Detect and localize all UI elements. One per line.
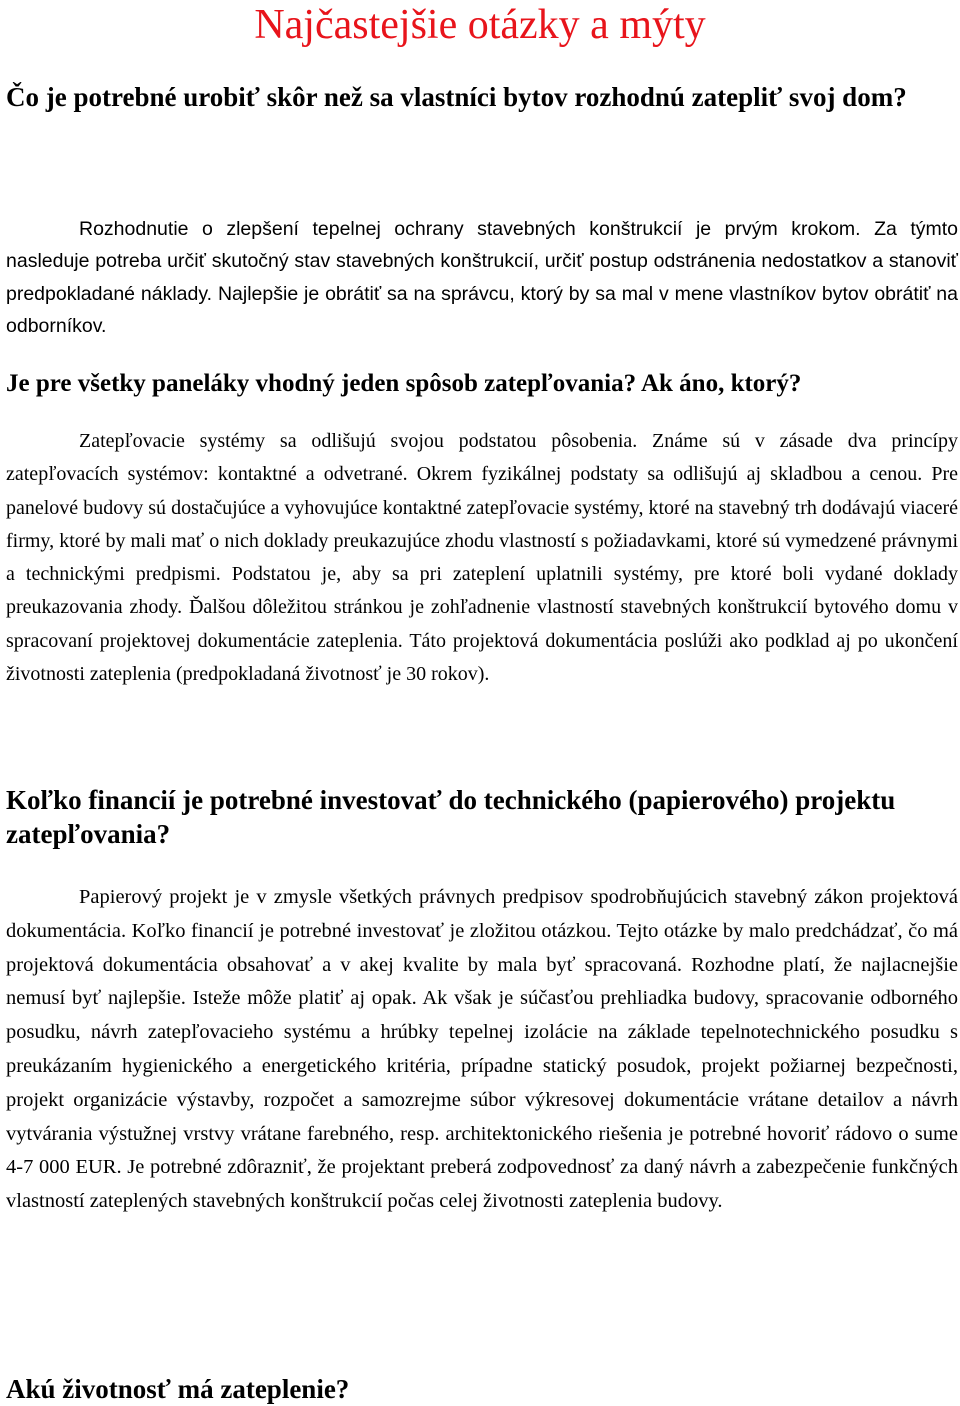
question-heading-3: Koľko financií je potrebné investovať do technického (papierového) projektu zatepľovania? (6, 785, 896, 849)
question-heading-2: Je pre všetky paneláky vhodný jeden spôsob zatepľovania? Ak áno, ktorý? (6, 370, 802, 397)
answer-paragraph-1: Rozhodnutie o zlepšení tepelnej ochrany stavebných konštrukcií je prvým krokom. Za týmto nasleduje potreba určiť skutočný stav stavebných konštrukcií, určiť postup odstránenia nedostatkov a stanoviť predpokladané náklady. Najlepšie je obrátiť sa na správcu, ktorý by sa mal v mene vlastníkov bytov obrátiť na odborníkov. (6, 218, 958, 337)
question-heading-4: Akú životnosť má zateplenie? (6, 1374, 350, 1404)
answer-paragraph-3: Papierový projekt je v zmysle všetkých právnych predpisov spodrobňujúcich stavebný zákon projektová dokumentácia. Koľko financií je potrebné investovať je zložitou otázkou. Tejto otázke by malo predchádzať, čo má projektová dokumentácia obsahovať a v akej kvalite by mala byť spracovaná. Rozhodne platí, že najlacnejšie nemusí byť najlepšie. Isteže môže platiť aj opak. Ak však je súčasťou prehliadka budovy, spracovanie odborného posudku, návrh zatepľovacieho systému a hrúbky tepelnej izolácie na základe tepelnotechnického posudku s preukázaním hygienického a energetického kritéria, prípadne statický posudok, projekt požiarnej bezpečnosti, projekt organizácie výstavby, rozpočet a samozrejme súbor výkresovej dokumentácie vrátane detailov a návrh vytvárania výstužnej vrstvy vrátane farebného, resp. architektonického riešenia je potrebné hovoriť rádovo o sume 4-7 000 EUR. Je potrebné zdôrazniť, že projektant preberá zodpovednosť za daný návrh a zabezpečenie funkčných vlastností zateplených stavebných konštrukcií počas celej životnosti zateplenia budovy. (6, 886, 958, 1213)
question-heading-1: Čo je potrebné urobiť skôr než sa vlastníci bytov rozhodnú zatepliť svoj dom? (6, 82, 907, 112)
page-title: Najčastejšie otázky a mýty (254, 2, 706, 48)
answer-paragraph-2: Zatepľovacie systémy sa odlišujú svojou podstatou pôsobenia. Známe sú v zásade dva princípy zatepľovacích systémov: kontaktné a odvetrané. Okrem fyzikálnej podstaty sa odlišujú aj skladbou a cenou. Pre panelové budovy sú dostačujúce a vyhovujúce kontaktné zatepľovacie systémy, ktoré na stavebný trh dodávajú viaceré firmy, ktoré by mali mať o nich doklady preukazujúce zhodu vlastností s požiadavkami, ktoré sú vymedzené právnymi a technickými predpismi. Podstatou je, aby sa pri zateplení uplatnili systémy, pre ktoré boli vydané doklady preukazovania zhody. Ďalšou dôležitou stránkou je zohľadnenie vlastností stavebných konštrukcií bytového domu v spracovaní projektovej dokumentácie zateplenia. Táto projektová dokumentácia poslúži ako podklad aj po ukončení životnosti zateplenia (predpokladaná životnosť je 30 rokov). (6, 430, 958, 686)
